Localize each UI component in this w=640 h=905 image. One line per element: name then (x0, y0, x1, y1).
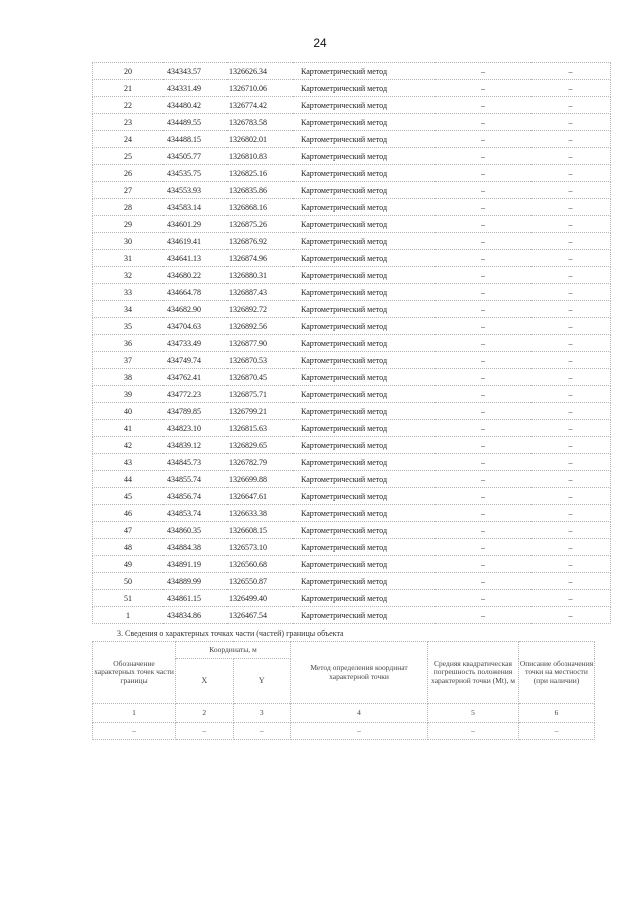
cell-coord-y: 1326608.15 (227, 522, 293, 539)
cell-point-number: 25 (93, 148, 164, 165)
cell-description: – (531, 165, 611, 182)
cell-method: Картометрический метод (293, 386, 435, 403)
cell-description: – (531, 182, 611, 199)
cell-error: – (435, 505, 531, 522)
cell-coord-x: 434535.75 (163, 165, 227, 182)
cell-method: Картометрический метод (293, 182, 435, 199)
table-row (93, 148, 611, 165)
cell-error: – (435, 403, 531, 420)
cell-point-number: 33 (93, 284, 164, 301)
cell-error: – (435, 590, 531, 607)
cell-description: – (531, 216, 611, 233)
cell-description: – (531, 80, 611, 97)
cell-error: – (435, 369, 531, 386)
cell-point-number: 41 (93, 420, 164, 437)
cell-description: – (531, 488, 611, 505)
cell-coord-x: 434772.23 (163, 386, 227, 403)
table-row (93, 301, 611, 318)
cell-method: Картометрический метод (293, 488, 435, 505)
cell-error: – (435, 182, 531, 199)
cell-coord-x: 434845.73 (163, 454, 227, 471)
cell-coord-y: 1326874.96 (227, 250, 293, 267)
cell-coord-y: 1326802.01 (227, 131, 293, 148)
cell-coord-x: 434553.93 (163, 182, 227, 199)
table-row (93, 590, 611, 607)
cell-coord-x: 434343.57 (163, 63, 227, 80)
cell-point-number: 26 (93, 165, 164, 182)
cell-coord-x: 434488.15 (163, 131, 227, 148)
table-row (93, 471, 611, 488)
cell-description: – (531, 573, 611, 590)
cell-method: Картометрический метод (293, 148, 435, 165)
table-row (93, 369, 611, 386)
cell-error: – (435, 318, 531, 335)
cell-value: – (176, 723, 234, 740)
cell-point-number: 47 (93, 522, 164, 539)
cell-coord-x: 434789.85 (163, 403, 227, 420)
part-boundary-points-table (92, 641, 595, 740)
cell-point-number: 44 (93, 471, 164, 488)
table-row (93, 199, 611, 216)
cell-method: Картометрический метод (293, 590, 435, 607)
cell-coord-x: 434601.29 (163, 216, 227, 233)
cell-description: – (531, 301, 611, 318)
cell-method: Картометрический метод (293, 114, 435, 131)
cell-point-number: 31 (93, 250, 164, 267)
cell-point-number: 48 (93, 539, 164, 556)
cell-method: Картометрический метод (293, 454, 435, 471)
cell-error: – (435, 267, 531, 284)
cell-point-number: 27 (93, 182, 164, 199)
cell-method: Картометрический метод (293, 233, 435, 250)
cell-coord-y: 1326799.21 (227, 403, 293, 420)
cell-point-number: 39 (93, 386, 164, 403)
cell-error: – (435, 522, 531, 539)
cell-coord-y: 1326774.42 (227, 97, 293, 114)
cell-value: – (291, 723, 428, 740)
cell-error: – (435, 114, 531, 131)
column-index: 1 (93, 704, 176, 723)
header-point-label: Обозначение характерных точек части границы (93, 642, 176, 704)
cell-point-number: 50 (93, 573, 164, 590)
cell-description: – (531, 403, 611, 420)
cell-error: – (435, 250, 531, 267)
cell-coord-y: 1326626.34 (227, 63, 293, 80)
section-3-title: 3. Сведения о характерных точках части (частей) границы объекта (117, 629, 344, 638)
cell-coord-x: 434856.74 (163, 488, 227, 505)
cell-error: – (435, 471, 531, 488)
table-row (93, 250, 611, 267)
cell-coord-y: 1326877.90 (227, 335, 293, 352)
cell-point-number: 22 (93, 97, 164, 114)
cell-point-number: 40 (93, 403, 164, 420)
cell-coord-x: 434762.41 (163, 369, 227, 386)
cell-description: – (531, 437, 611, 454)
cell-error: – (435, 539, 531, 556)
table-row (93, 556, 611, 573)
table-row (93, 723, 595, 740)
cell-description: – (531, 505, 611, 522)
column-index: 2 (176, 704, 234, 723)
cell-description: – (531, 420, 611, 437)
cell-error: – (435, 216, 531, 233)
cell-description: – (531, 556, 611, 573)
cell-coord-y: 1326870.45 (227, 369, 293, 386)
cell-coord-y: 1326825.16 (227, 165, 293, 182)
cell-coord-y: 1326782.79 (227, 454, 293, 471)
cell-value: – (519, 723, 595, 740)
table-row (93, 318, 611, 335)
column-index: 3 (233, 704, 291, 723)
cell-coord-x: 434331.49 (163, 80, 227, 97)
cell-coord-y: 1326868.16 (227, 199, 293, 216)
cell-method: Картометрический метод (293, 216, 435, 233)
cell-point-number: 38 (93, 369, 164, 386)
cell-method: Картометрический метод (293, 199, 435, 216)
cell-coord-x: 434505.77 (163, 148, 227, 165)
cell-coord-y: 1326875.71 (227, 386, 293, 403)
cell-coord-x: 434861.15 (163, 590, 227, 607)
cell-method: Картометрический метод (293, 522, 435, 539)
table-row (93, 437, 611, 454)
table-row (93, 488, 611, 505)
cell-method: Картометрический метод (293, 573, 435, 590)
cell-coord-y: 1326647.61 (227, 488, 293, 505)
cell-coord-x: 434853.74 (163, 505, 227, 522)
cell-value: – (428, 723, 519, 740)
cell-coord-y: 1326550.87 (227, 573, 293, 590)
characteristic-points-table-body (93, 63, 611, 624)
cell-coord-y: 1326699.88 (227, 471, 293, 488)
header-description: Описание обозначения точки на местности (при наличии) (519, 642, 595, 704)
cell-description: – (531, 590, 611, 607)
cell-point-number: 24 (93, 131, 164, 148)
cell-method: Картометрический метод (293, 471, 435, 488)
cell-error: – (435, 607, 531, 624)
cell-point-number: 23 (93, 114, 164, 131)
cell-point-number: 30 (93, 233, 164, 250)
cell-coord-x: 434855.74 (163, 471, 227, 488)
cell-error: – (435, 488, 531, 505)
table-row (93, 505, 611, 522)
cell-point-number: 1 (93, 607, 164, 624)
cell-error: – (435, 352, 531, 369)
table-row (93, 522, 611, 539)
cell-point-number: 21 (93, 80, 164, 97)
table-row (93, 284, 611, 301)
cell-coord-x: 434619.41 (163, 233, 227, 250)
cell-description: – (531, 539, 611, 556)
table-row (93, 607, 611, 624)
cell-method: Картометрический метод (293, 250, 435, 267)
cell-method: Картометрический метод (293, 301, 435, 318)
cell-coord-y: 1326835.86 (227, 182, 293, 199)
cell-description: – (531, 63, 611, 80)
cell-point-number: 32 (93, 267, 164, 284)
cell-coord-y: 1326876.92 (227, 233, 293, 250)
cell-error: – (435, 199, 531, 216)
cell-point-number: 45 (93, 488, 164, 505)
cell-coord-x: 434889.99 (163, 573, 227, 590)
cell-description: – (531, 386, 611, 403)
cell-description: – (531, 131, 611, 148)
cell-method: Картометрический метод (293, 165, 435, 182)
column-index: 5 (428, 704, 519, 723)
cell-method: Картометрический метод (293, 318, 435, 335)
cell-coord-y: 1326573.10 (227, 539, 293, 556)
cell-coord-x: 434749.74 (163, 352, 227, 369)
cell-description: – (531, 148, 611, 165)
cell-coord-y: 1326810.83 (227, 148, 293, 165)
table-row (93, 216, 611, 233)
characteristic-points-table (92, 62, 611, 624)
header-method: Метод определения координат характерной точки (291, 642, 428, 704)
column-index-row (93, 704, 595, 723)
cell-description: – (531, 607, 611, 624)
cell-point-number: 34 (93, 301, 164, 318)
cell-error: – (435, 454, 531, 471)
cell-value: – (233, 723, 291, 740)
cell-coord-x: 434891.19 (163, 556, 227, 573)
cell-coord-y: 1326870.53 (227, 352, 293, 369)
cell-error: – (435, 97, 531, 114)
table-row (93, 352, 611, 369)
cell-description: – (531, 233, 611, 250)
cell-method: Картометрический метод (293, 403, 435, 420)
cell-point-number: 29 (93, 216, 164, 233)
cell-description: – (531, 454, 611, 471)
cell-coord-x: 434839.12 (163, 437, 227, 454)
cell-coord-x: 434664.78 (163, 284, 227, 301)
cell-coord-y: 1326815.63 (227, 420, 293, 437)
cell-coord-x: 434682.90 (163, 301, 227, 318)
cell-point-number: 43 (93, 454, 164, 471)
cell-coord-x: 434704.63 (163, 318, 227, 335)
cell-coord-y: 1326892.72 (227, 301, 293, 318)
table-row (93, 182, 611, 199)
cell-description: – (531, 522, 611, 539)
cell-coord-x: 434860.35 (163, 522, 227, 539)
cell-error: – (435, 420, 531, 437)
header-x: X (176, 659, 234, 704)
cell-point-number: 42 (93, 437, 164, 454)
cell-coord-x: 434480.42 (163, 97, 227, 114)
table-row (93, 573, 611, 590)
cell-method: Картометрический метод (293, 369, 435, 386)
cell-coord-x: 434680.22 (163, 267, 227, 284)
cell-description: – (531, 114, 611, 131)
table-row (93, 233, 611, 250)
table-row (93, 420, 611, 437)
table-row (93, 403, 611, 420)
cell-method: Картометрический метод (293, 284, 435, 301)
cell-coord-x: 434884.38 (163, 539, 227, 556)
table-row (93, 97, 611, 114)
cell-coord-y: 1326875.26 (227, 216, 293, 233)
table-row (93, 165, 611, 182)
cell-description: – (531, 471, 611, 488)
cell-value: – (93, 723, 176, 740)
cell-point-number: 35 (93, 318, 164, 335)
cell-description: – (531, 97, 611, 114)
cell-error: – (435, 386, 531, 403)
cell-method: Картометрический метод (293, 80, 435, 97)
cell-point-number: 36 (93, 335, 164, 352)
table-row (93, 386, 611, 403)
cell-point-number: 51 (93, 590, 164, 607)
cell-method: Картометрический метод (293, 335, 435, 352)
cell-error: – (435, 301, 531, 318)
cell-method: Картометрический метод (293, 267, 435, 284)
cell-description: – (531, 352, 611, 369)
cell-coord-y: 1326467.54 (227, 607, 293, 624)
cell-method: Картометрический метод (293, 505, 435, 522)
cell-method: Картометрический метод (293, 607, 435, 624)
cell-coord-x: 434489.55 (163, 114, 227, 131)
cell-description: – (531, 267, 611, 284)
cell-error: – (435, 80, 531, 97)
cell-point-number: 20 (93, 63, 164, 80)
cell-description: – (531, 369, 611, 386)
cell-method: Картометрический метод (293, 437, 435, 454)
cell-coord-x: 434834.86 (163, 607, 227, 624)
cell-error: – (435, 165, 531, 182)
cell-coord-y: 1326783.58 (227, 114, 293, 131)
cell-point-number: 28 (93, 199, 164, 216)
header-coordinates: Координаты, м (176, 642, 291, 659)
cell-coord-y: 1326892.56 (227, 318, 293, 335)
cell-coord-y: 1326633.38 (227, 505, 293, 522)
cell-coord-x: 434823.10 (163, 420, 227, 437)
cell-method: Картометрический метод (293, 131, 435, 148)
cell-point-number: 49 (93, 556, 164, 573)
cell-method: Картометрический метод (293, 352, 435, 369)
cell-description: – (531, 199, 611, 216)
table-row (93, 63, 611, 80)
table-row (93, 539, 611, 556)
table-row (93, 131, 611, 148)
cell-error: – (435, 148, 531, 165)
cell-point-number: 37 (93, 352, 164, 369)
cell-coord-y: 1326887.43 (227, 284, 293, 301)
cell-error: – (435, 556, 531, 573)
cell-error: – (435, 437, 531, 454)
cell-method: Картометрический метод (293, 63, 435, 80)
cell-error: – (435, 131, 531, 148)
cell-error: – (435, 284, 531, 301)
header-error: Средняя квадратическая погрешность положения характерной точки (Mt), м (428, 642, 519, 704)
cell-coord-x: 434641.13 (163, 250, 227, 267)
header-y: Y (233, 659, 291, 704)
header-row (93, 642, 595, 659)
cell-description: – (531, 284, 611, 301)
table-row (93, 454, 611, 471)
cell-description: – (531, 318, 611, 335)
cell-coord-x: 434733.49 (163, 335, 227, 352)
cell-coord-x: 434583.14 (163, 199, 227, 216)
cell-error: – (435, 63, 531, 80)
cell-coord-y: 1326829.65 (227, 437, 293, 454)
page-number: 24 (313, 36, 327, 50)
cell-coord-y: 1326710.06 (227, 80, 293, 97)
table-row (93, 267, 611, 284)
cell-method: Картометрический метод (293, 539, 435, 556)
table-row (93, 80, 611, 97)
cell-description: – (531, 335, 611, 352)
cell-coord-y: 1326499.40 (227, 590, 293, 607)
column-index: 6 (519, 704, 595, 723)
cell-method: Картометрический метод (293, 420, 435, 437)
cell-coord-y: 1326880.31 (227, 267, 293, 284)
cell-description: – (531, 250, 611, 267)
cell-coord-y: 1326560.68 (227, 556, 293, 573)
cell-point-number: 46 (93, 505, 164, 522)
cell-method: Картометрический метод (293, 556, 435, 573)
cell-error: – (435, 573, 531, 590)
cell-error: – (435, 335, 531, 352)
cell-error: – (435, 233, 531, 250)
cell-method: Картометрический метод (293, 97, 435, 114)
column-index: 4 (291, 704, 428, 723)
table-row (93, 335, 611, 352)
table-row (93, 114, 611, 131)
